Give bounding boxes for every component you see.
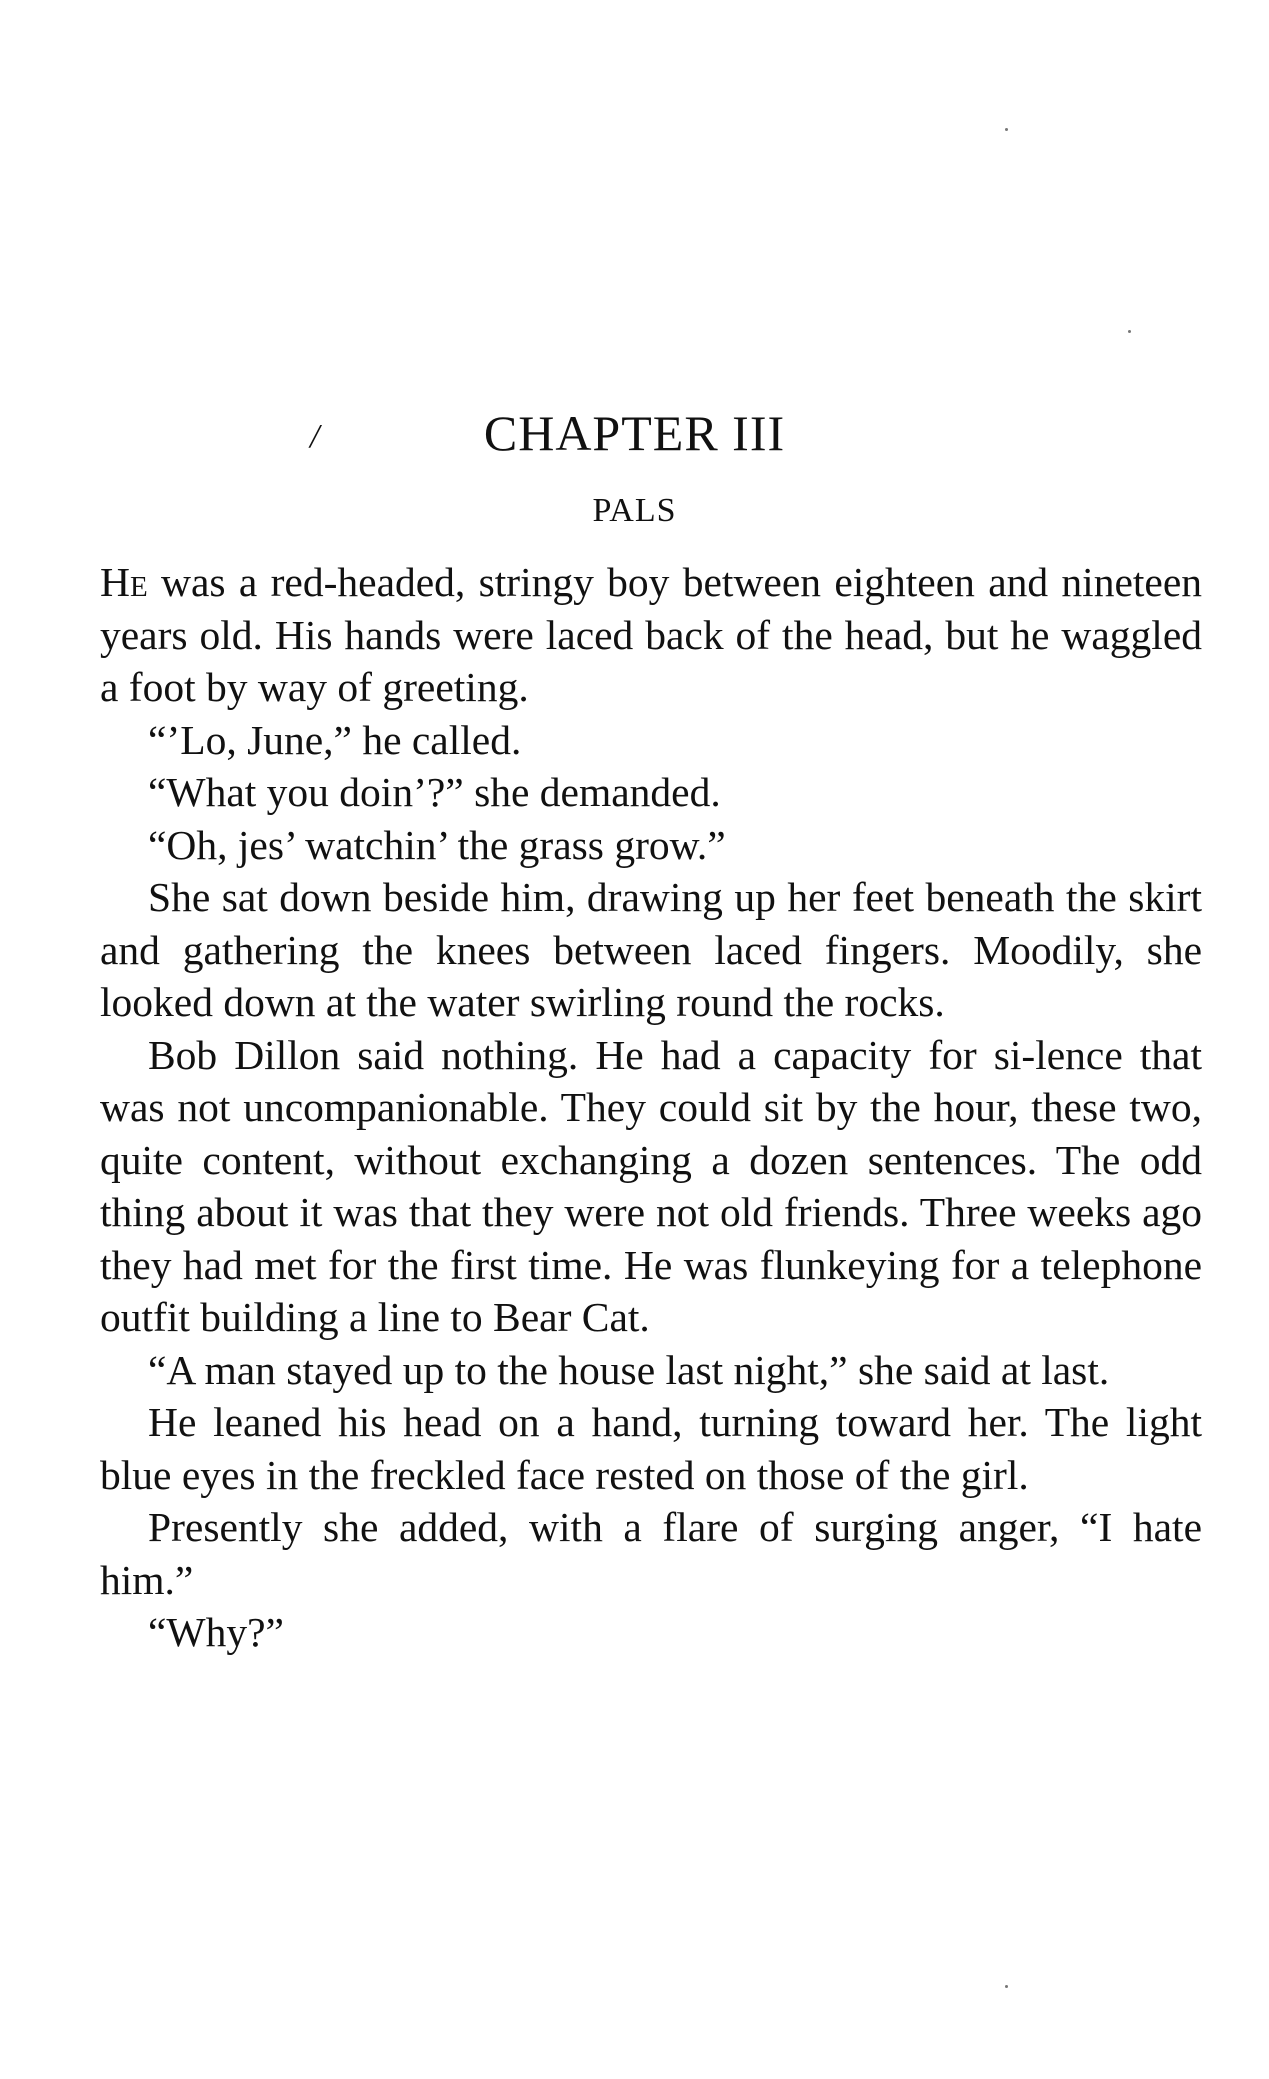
paragraph: “A man stayed up to the house last night,” she said at last. [148,1346,1110,1393]
chapter-title: CHAPTER III [483,405,786,461]
paragraph: She sat down beside him, drawing up her feet beneath the skirt and gathering the knees between laced fingers. Moodily, she looked down at the water swirling round the rocks. [100,874,1202,1025]
paragraph: “’Lo, June,” he called. [148,716,522,763]
paper-speck [1005,1985,1008,1988]
paragraph: “Oh, jes’ watchin’ the grass grow.” [148,821,726,868]
paragraph [100,556,1202,714]
paper-speck [1005,128,1008,131]
paper-speck [1128,330,1131,333]
chapter-subtitle: PALS [592,492,677,529]
paragraph: He leaned his head on a hand, turning toward her. The light blue eyes in the freckled face rested on those of the girl. [100,1399,1202,1498]
paragraph-lead: He [100,559,148,605]
margin-mark: / [310,418,320,455]
paragraph: Presently she added, with a flare of surging anger, “I hate him.” [100,1504,1202,1603]
paragraph-text: was a red-headed, stringy boy between eighteen and nineteen years old. His hands were laced back of the head, but he waggled a foot by way of greeting. [100,559,1202,710]
paragraph: “What you doin’?” she demanded. [148,769,721,815]
body-text [100,556,1202,1659]
paragraph: Bob Dillon said nothing. He had a capacity for si-lence that was not uncompanionable. They could sit by the hour, these two, quite content, without exchanging a dozen sentences. The odd thing about it was that they were not old friends. Three weeks ago they had met for the first time. He was flunkeying for a telephone outfit building a line to Bear Cat. [100,1031,1202,1340]
paragraph: “Why?” [148,1609,284,1655]
